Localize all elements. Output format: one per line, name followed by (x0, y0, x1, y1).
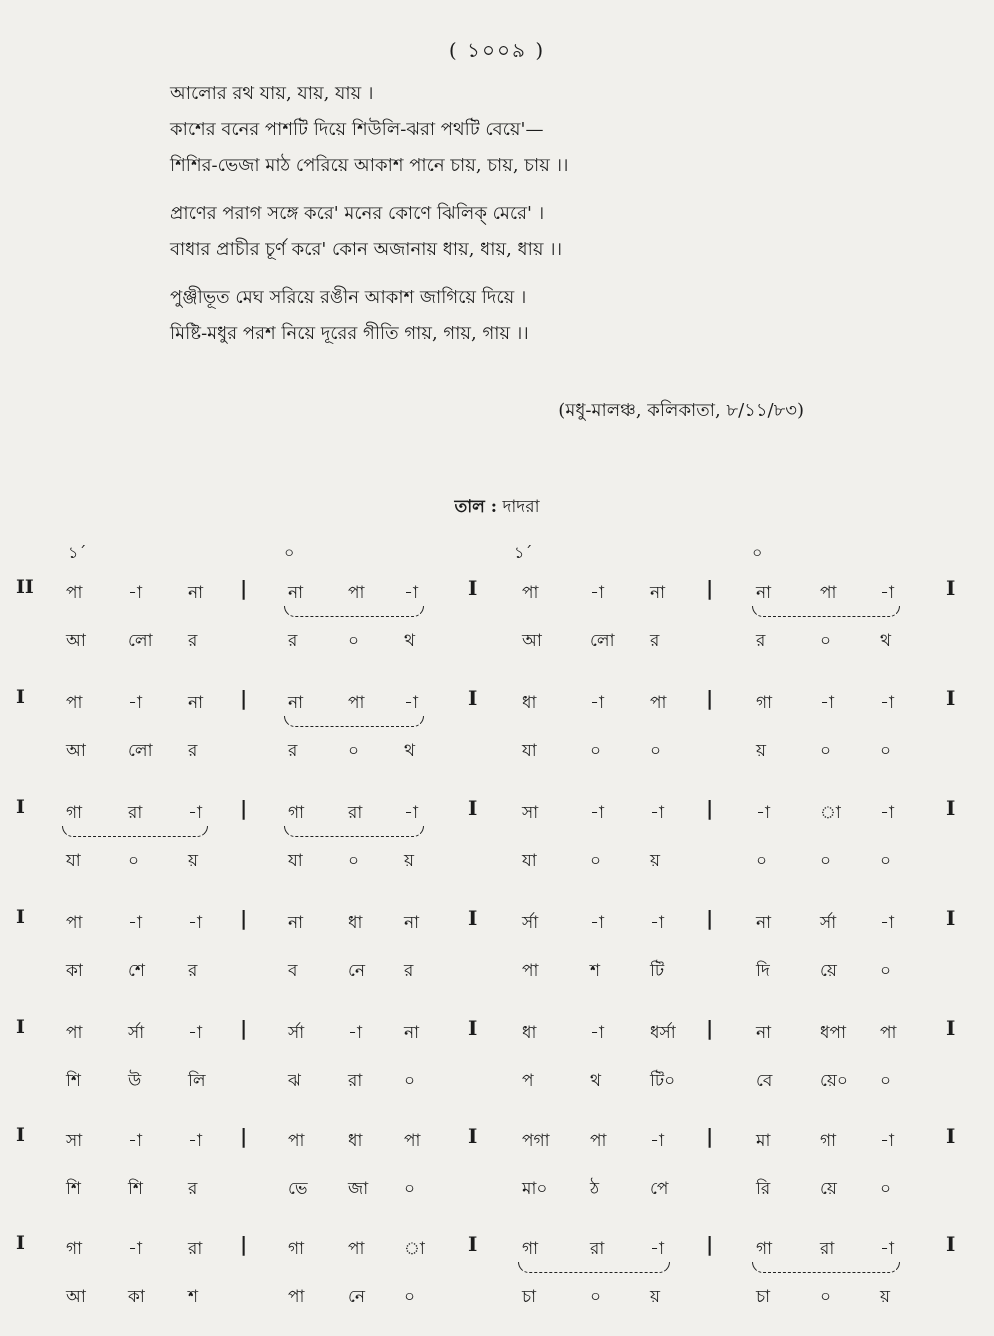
lyric-syllable: ০ (348, 631, 360, 651)
lyric-syllable: শে (128, 961, 145, 981)
start-barline: I (16, 1016, 25, 1038)
swara-note: -া (590, 1023, 604, 1043)
lyric-syllable: র (756, 631, 766, 651)
swara-note: না (756, 583, 772, 603)
lyric-syllable: ০ (590, 851, 602, 871)
beat-barline: | (706, 1124, 714, 1148)
beat-marker: ১´ (68, 543, 87, 562)
lyric-syllable: উ (128, 1071, 142, 1091)
swara-note: না (188, 583, 204, 603)
lyric-syllable: শ (590, 961, 601, 981)
swara-note: -া (128, 1239, 142, 1259)
swara-note: -া (348, 1023, 362, 1043)
lyric-syllable: নে (348, 1287, 366, 1307)
poem-line: মিষ্টি-মধুর পরশ নিয়ে দূরের গীতি গায়, গায়, গায় ।। (170, 323, 529, 344)
meend-slur (284, 716, 424, 727)
lyric-syllable: টি০ (650, 1071, 676, 1091)
lyric-syllable: দি (756, 961, 770, 981)
meend-slur (284, 826, 424, 837)
lyric-syllable: মা০ (522, 1179, 548, 1199)
beat-marker: ১´ (514, 543, 533, 562)
swara-note: গা (756, 693, 773, 713)
lyric-syllable: যা (288, 851, 303, 871)
swara-note: পা (348, 1239, 365, 1259)
lyric-syllable: লো (128, 631, 153, 651)
swara-note: -া (188, 913, 202, 933)
swara-note: -া (880, 913, 894, 933)
poem-line: শিশির-ভেজা মাঠ পেরিয়ে আকাশ পানে চায়, চায়, চায় ।। (170, 155, 569, 176)
lyric-syllable: ০ (880, 741, 892, 761)
swara-note: ধা (522, 1023, 537, 1043)
lyric-syllable: ০ (404, 1071, 416, 1091)
lyric-syllable: পা (522, 961, 539, 981)
swara-note: -া (880, 803, 894, 823)
swara-note: -া (650, 803, 664, 823)
beat-barline: | (706, 796, 714, 820)
swara-note: পা (66, 913, 83, 933)
section-barline: I (468, 796, 478, 820)
swara-note: পা (650, 693, 667, 713)
end-barline: I (946, 796, 956, 820)
swara-note: রা (590, 1239, 605, 1259)
section-barline: I (468, 1124, 478, 1148)
swara-note: রা (820, 1239, 835, 1259)
swara-note: পা (820, 583, 837, 603)
swara-note: সা (66, 1131, 83, 1151)
swara-note: -া (128, 693, 142, 713)
beat-barline: | (240, 906, 248, 930)
lyric-syllable: ০ (404, 1179, 416, 1199)
swara-note: মা (756, 1131, 771, 1151)
meend-slur (62, 826, 208, 837)
swara-note: গা (66, 1239, 83, 1259)
swara-note: না (756, 1023, 772, 1043)
notation-row (0, 1228, 994, 1328)
lyric-syllable: র (188, 741, 198, 761)
swara-note: পা (404, 1131, 421, 1151)
lyric-syllable: য় (756, 741, 767, 761)
swara-note: র্সা (820, 913, 837, 933)
beat-markers (0, 540, 994, 564)
notation-row (0, 902, 994, 1002)
lyric-syllable: থ (404, 741, 416, 761)
start-barline: I (16, 796, 25, 818)
swara-note: -া (650, 1131, 664, 1151)
lyric-syllable: য়ে (820, 961, 837, 981)
lyric-syllable: য়ে (820, 1179, 837, 1199)
swara-note: -া (880, 583, 894, 603)
lyric-syllable: ০ (880, 961, 892, 981)
end-barline: I (946, 1232, 956, 1256)
lyric-syllable: ঝ (288, 1071, 301, 1091)
lyric-syllable: শ (188, 1287, 199, 1307)
stanza (170, 280, 950, 352)
lyric-syllable: যা (522, 741, 537, 761)
poem-line: বাধার প্রাচীর চূর্ণ করে' কোন অজানায় ধায়, ধায়, ধায় ।। (170, 239, 563, 260)
swara-note: না (650, 583, 666, 603)
lyric-syllable: র (288, 631, 298, 651)
section-barline: I (468, 1232, 478, 1256)
lyric-syllable: কা (66, 961, 83, 981)
lyric-syllable: র (188, 631, 198, 651)
swara-note: পা (348, 583, 365, 603)
swara-note: রা (128, 803, 143, 823)
lyric-syllable: ০ (756, 851, 768, 871)
taal-heading (0, 494, 994, 522)
section-barline: I (468, 906, 478, 930)
swara-note: -া (650, 1239, 664, 1259)
swara-note: -া (128, 1131, 142, 1151)
meend-slur (752, 606, 900, 617)
end-barline: I (946, 576, 956, 600)
swara-note: -া (404, 583, 418, 603)
lyric-syllable: ০ (348, 741, 360, 761)
beat-barline: | (706, 1232, 714, 1256)
lyric-syllable: রা (348, 1071, 363, 1091)
lyric-syllable: ০ (880, 851, 892, 871)
swara-note: -া (188, 803, 202, 823)
lyric-syllable: ০ (404, 1287, 416, 1307)
swara-note: র্সা (522, 913, 539, 933)
swara-note: া (820, 803, 841, 823)
lyric-syllable: র (650, 631, 660, 651)
lyric-syllable: য় (404, 851, 415, 871)
swara-note: গা (820, 1131, 837, 1151)
beat-barline: | (240, 1124, 248, 1148)
lyric-syllable: ০ (820, 1287, 832, 1307)
lyric-syllable: বে (756, 1071, 773, 1091)
poem-line: আলোর রথ যায়, যায়, যায় । (170, 83, 374, 104)
swara-note: গা (288, 1239, 305, 1259)
section-barline: I (468, 1016, 478, 1040)
swara-note: পা (880, 1023, 897, 1043)
lyric-syllable: র (404, 961, 414, 981)
swara-note: -া (590, 803, 604, 823)
swara-note: রা (348, 803, 363, 823)
meend-slur (284, 606, 424, 617)
notation-row (0, 682, 994, 782)
lyric-syllable: আ (522, 631, 542, 651)
swara-note: র্সা (288, 1023, 305, 1043)
swara-note: ধপা (820, 1023, 846, 1043)
start-barline: I (16, 1124, 25, 1146)
swara-note: -া (590, 583, 604, 603)
beat-marker: ০ (752, 543, 763, 562)
swara-note: -া (188, 1131, 202, 1151)
lyric-syllable: ০ (650, 741, 662, 761)
lyric-syllable: লো (128, 741, 153, 761)
lyric-syllable: ০ (348, 851, 360, 871)
taal-label: তাল : (454, 497, 498, 517)
notation-row (0, 1012, 994, 1112)
lyric-syllable: ০ (880, 1071, 892, 1091)
swara-note: না (188, 693, 204, 713)
swara-note: া (404, 1239, 425, 1259)
swara-note: পা (66, 693, 83, 713)
stanza (170, 76, 950, 184)
poem-line: কাশের বনের পাশটি দিয়ে শিউলি-ঝরা পথটি বেয়ে'— (170, 119, 544, 140)
meend-slur (752, 1262, 900, 1273)
poem-line: পুঞ্জীভূত মেঘ সরিয়ে রঙীন আকাশ জাগিয়ে দিয়ে । (170, 287, 527, 308)
lyric-syllable: চা (522, 1287, 537, 1307)
poem-line: প্রাণের পরাগ সঙ্গে করে' মনের কোণে ঝিলিক্ মেরে' । (170, 203, 545, 224)
beat-barline: | (706, 1016, 714, 1040)
start-barline: I (16, 906, 25, 928)
meend-slur (518, 1262, 670, 1273)
swara-note: পগা (522, 1131, 550, 1151)
swara-note: -া (880, 1239, 894, 1259)
swara-note: -া (590, 693, 604, 713)
start-barline: II (16, 576, 34, 598)
lyric-syllable: থ (880, 631, 892, 651)
swara-note: না (288, 913, 304, 933)
swara-note: পা (288, 1131, 305, 1151)
lyric-syllable: র (188, 961, 198, 981)
lyric-syllable: য় (188, 851, 199, 871)
swara-note: পা (590, 1131, 607, 1151)
lyric-syllable: পা (288, 1287, 305, 1307)
lyric-syllable: পে (650, 1179, 669, 1199)
lyric-syllable: রি (756, 1179, 771, 1199)
lyric-syllable: ঠ (590, 1179, 600, 1199)
lyric-syllable: আ (66, 631, 86, 651)
lyric-syllable: শি (128, 1179, 143, 1199)
lyric-syllable: য় (650, 1287, 661, 1307)
lyric-syllable: আ (66, 1287, 86, 1307)
beat-barline: | (240, 1016, 248, 1040)
swara-note: না (756, 913, 772, 933)
notation-row (0, 1120, 994, 1220)
swara-note: -া (128, 583, 142, 603)
swara-note: -া (128, 913, 142, 933)
swara-note: পা (522, 583, 539, 603)
swara-note: -া (756, 803, 770, 823)
end-barline: I (946, 906, 956, 930)
notation-row (0, 572, 994, 672)
lyric-syllable: যা (66, 851, 81, 871)
beat-barline: | (240, 686, 248, 710)
lyric-syllable: য় (880, 1287, 891, 1307)
lyric-syllable: লি (188, 1071, 206, 1091)
swara-note: -া (820, 693, 834, 713)
lyric-syllable: টি (650, 961, 665, 981)
poem (170, 76, 950, 364)
lyric-syllable: চা (756, 1287, 771, 1307)
swara-note: -া (650, 913, 664, 933)
swara-note: -া (404, 693, 418, 713)
swara-note: -া (880, 693, 894, 713)
lyric-syllable: র (288, 741, 298, 761)
lyric-syllable: শি (66, 1179, 81, 1199)
lyric-syllable: ০ (820, 631, 832, 651)
swara-note: গা (522, 1239, 539, 1259)
lyric-syllable: যা (522, 851, 537, 871)
taal-name: দাদরা (502, 497, 540, 517)
lyric-syllable: আ (66, 741, 86, 761)
beat-barline: | (706, 576, 714, 600)
swara-note: না (288, 693, 304, 713)
swara-note: পা (348, 693, 365, 713)
end-barline: I (946, 1124, 956, 1148)
lyric-syllable: য়ে০ (820, 1071, 848, 1091)
lyric-syllable: শি (66, 1071, 81, 1091)
swara-note: -া (404, 803, 418, 823)
lyric-syllable: য় (650, 851, 661, 871)
page-number: ( ১০০৯ ) (448, 38, 546, 62)
swara-note: সা (522, 803, 539, 823)
swara-note: -া (590, 913, 604, 933)
lyric-syllable: কা (128, 1287, 145, 1307)
start-barline: I (16, 1232, 25, 1254)
lyric-syllable: ০ (590, 741, 602, 761)
swara-note: পা (66, 583, 83, 603)
lyric-syllable: ০ (880, 1179, 892, 1199)
end-barline: I (946, 686, 956, 710)
section-barline: I (468, 576, 478, 600)
swara-note: র্সা (128, 1023, 145, 1043)
swara-note: -া (880, 1131, 894, 1151)
section-barline: I (468, 686, 478, 710)
lyric-syllable: জা (348, 1179, 369, 1199)
lyric-syllable: ০ (128, 851, 140, 871)
swara-note: না (404, 1023, 420, 1043)
lyric-syllable: ০ (820, 851, 832, 871)
swara-note: না (404, 913, 420, 933)
lyric-syllable: থ (404, 631, 416, 651)
beat-barline: | (240, 1232, 248, 1256)
swara-note: ধা (348, 913, 363, 933)
swara-note: -া (188, 1023, 202, 1043)
beat-barline: | (706, 686, 714, 710)
swara-note: ধা (522, 693, 537, 713)
lyric-syllable: প (522, 1071, 534, 1091)
lyric-syllable: থ (590, 1071, 602, 1091)
swara-note: গা (66, 803, 83, 823)
notation-row (0, 792, 994, 892)
lyric-syllable: ভে (288, 1179, 308, 1199)
swara-note: না (288, 583, 304, 603)
swara-note: ধর্সা (650, 1023, 676, 1043)
swara-note: রা (188, 1239, 203, 1259)
lyric-syllable: র (188, 1179, 198, 1199)
beat-barline: | (240, 576, 248, 600)
stanza (170, 196, 950, 268)
swara-note: গা (756, 1239, 773, 1259)
lyric-syllable: ০ (820, 741, 832, 761)
swara-note: গা (288, 803, 305, 823)
start-barline: I (16, 686, 25, 708)
lyric-syllable: ব (288, 961, 298, 981)
swara-note: ধা (348, 1131, 363, 1151)
lyric-syllable: নে (348, 961, 366, 981)
beat-barline: | (240, 796, 248, 820)
beat-marker: ০ (284, 543, 295, 562)
attribution: (মধু-মালঞ্চ, কলিকাতা, ৮/১১/৮৩) (558, 400, 804, 421)
lyric-syllable: ০ (590, 1287, 602, 1307)
swara-note: পা (66, 1023, 83, 1043)
lyric-syllable: লো (590, 631, 615, 651)
end-barline: I (946, 1016, 956, 1040)
beat-barline: | (706, 906, 714, 930)
